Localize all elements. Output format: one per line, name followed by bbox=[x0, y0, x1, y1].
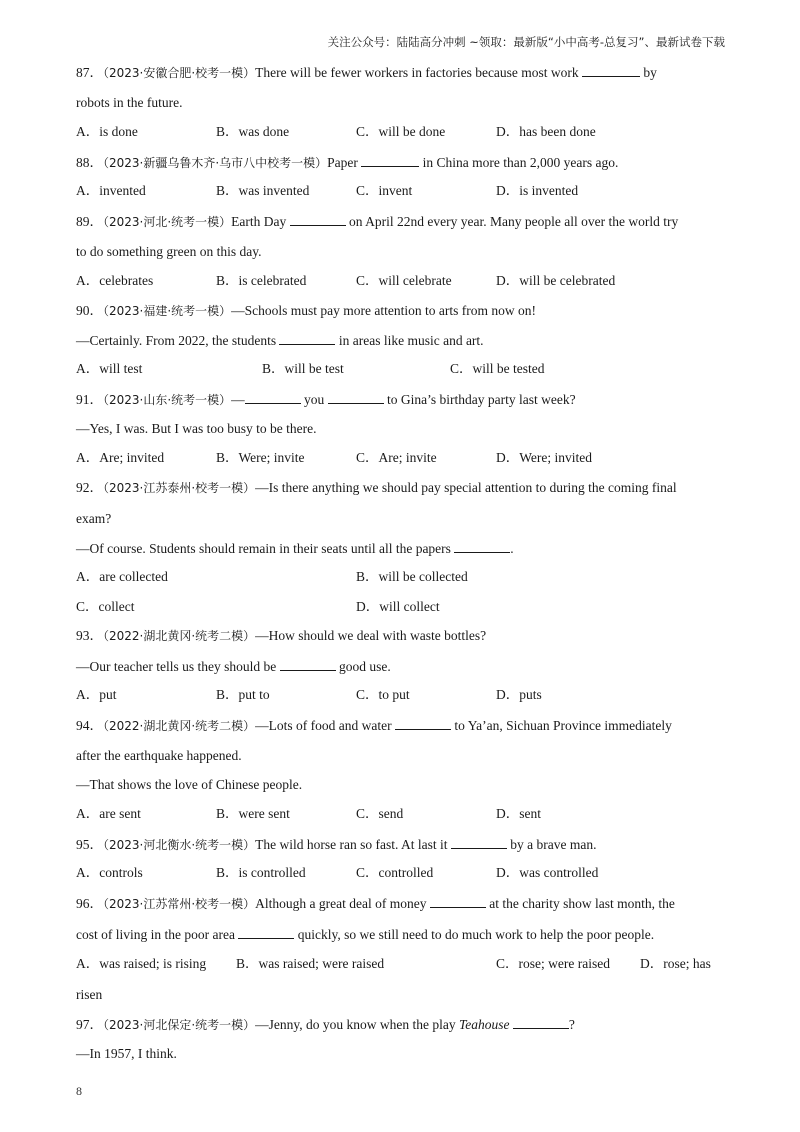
question-source: （2023·河北保定·统考一模） bbox=[103, 1018, 256, 1032]
option-b[interactable]: B．will be collected bbox=[356, 569, 468, 584]
question-source: （2022·湖北黄冈·统考二模） bbox=[103, 719, 256, 733]
option-d[interactable]: D．puts bbox=[496, 687, 542, 702]
option-a[interactable]: A．are sent bbox=[76, 806, 141, 821]
answer-blank[interactable] bbox=[238, 926, 294, 939]
question-95: 95．（2023·河北衡水·统考一模）The wild horse ran so fast. At last it by a brave man. bbox=[76, 837, 597, 852]
option-d[interactable]: D．will collect bbox=[356, 599, 440, 614]
option-a[interactable]: A．is done bbox=[76, 124, 138, 139]
option-d-wrap: risen bbox=[76, 987, 103, 1002]
question-97: 97．（2023·河北保定·统考一模）—Jenny, do you know when the play Teahouse ? bbox=[76, 1017, 575, 1032]
question-87: 87．（2023·安徽合肥·校考一模）There will be fewer workers in factories because most work by bbox=[76, 65, 657, 80]
option-a[interactable]: A．put bbox=[76, 687, 117, 702]
option-b[interactable]: B．put to bbox=[216, 687, 270, 702]
question-88: 88．（2023·新疆乌鲁木齐·乌市八中校考一模）Paper in China more than 2,000 years ago. bbox=[76, 155, 619, 170]
page-number: 8 bbox=[76, 1084, 82, 1098]
option-b[interactable]: B．was raised; were raised bbox=[236, 956, 385, 971]
question-87-cont: robots in the future. bbox=[76, 95, 183, 110]
question-source: （2023·山东·统考一模） bbox=[103, 393, 232, 407]
question-91-line2: —Yes, I was. But I was too busy to be there. bbox=[76, 421, 317, 436]
option-c[interactable]: C．will be tested bbox=[450, 361, 545, 376]
question-94-cont: after the earthquake happened. bbox=[76, 748, 242, 763]
option-c[interactable]: C．controlled bbox=[356, 865, 434, 880]
option-b[interactable]: B．will be test bbox=[262, 361, 344, 376]
question-96: 96．（2023·江苏常州·校考一模）Although a great deal of money at the charity show last month, the bbox=[76, 896, 675, 911]
answer-blank[interactable] bbox=[328, 391, 384, 404]
option-d[interactable]: D．Were; invited bbox=[496, 450, 593, 465]
question-source: （2023·江苏常州·校考一模） bbox=[103, 897, 256, 911]
question-91: 91．（2023·山东·统考一模）— you to Gina’s birthday party last week? bbox=[76, 392, 576, 407]
question-source: （2023·新疆乌鲁木齐·乌市八中校考一模） bbox=[103, 156, 328, 170]
question-source: （2023·福建·统考一模） bbox=[103, 304, 232, 318]
question-94-line2: —That shows the love of Chinese people. bbox=[76, 777, 303, 792]
question-93-line2: —Our teacher tells us they should be good use. bbox=[76, 659, 391, 674]
option-b[interactable]: B．was done bbox=[216, 124, 290, 139]
option-c[interactable]: C．invent bbox=[356, 183, 413, 198]
question-93: 93．（2022·湖北黄冈·统考二模）—How should we deal with waste bottles? bbox=[76, 628, 487, 643]
option-a[interactable]: A．controls bbox=[76, 865, 143, 880]
question-90-line2: —Certainly. From 2022, the students in areas like music and art. bbox=[76, 333, 484, 348]
option-d[interactable]: D．sent bbox=[496, 806, 541, 821]
option-c[interactable]: C．to put bbox=[356, 687, 410, 702]
option-c[interactable]: C．will celebrate bbox=[356, 273, 452, 288]
question-94: 94．（2022·湖北黄冈·统考二模）—Lots of food and water to Ya’an, Sichuan Province immediately bbox=[76, 718, 672, 733]
answer-blank[interactable] bbox=[280, 658, 336, 671]
option-b[interactable]: B．is controlled bbox=[216, 865, 306, 880]
option-d[interactable]: D．has been done bbox=[496, 124, 596, 139]
option-b[interactable]: B．Were; invite bbox=[216, 450, 305, 465]
option-c[interactable]: C．will be done bbox=[356, 124, 446, 139]
option-d[interactable]: D．rose; has bbox=[640, 956, 711, 971]
option-a[interactable]: A．are collected bbox=[76, 569, 168, 584]
question-92-cont: exam? bbox=[76, 511, 112, 526]
question-89: 89．（2023·河北·统考一模）Earth Day on April 22nd every year. Many people all over the world try bbox=[76, 214, 679, 229]
question-source: （2023·江苏泰州·校考一模） bbox=[103, 481, 256, 495]
option-a[interactable]: A．celebrates bbox=[76, 273, 154, 288]
question-source: （2023·河北衡水·统考一模） bbox=[103, 838, 256, 852]
question-92-line2: —Of course. Students should remain in their seats until all the papers . bbox=[76, 541, 514, 556]
answer-blank[interactable] bbox=[361, 154, 419, 167]
option-a[interactable]: A．Are; invited bbox=[76, 450, 165, 465]
question-90: 90．（2023·福建·统考一模）—Schools must pay more attention to arts from now on! bbox=[76, 303, 537, 318]
page-header: 关注公众号：陆陆高分冲刺 ~领取：最新版“小中高考-总复习”、最新试卷下载 bbox=[327, 35, 725, 49]
answer-blank[interactable] bbox=[582, 64, 640, 77]
option-a[interactable]: A．invented bbox=[76, 183, 146, 198]
question-source: （2022·湖北黄冈·统考二模） bbox=[103, 629, 256, 643]
option-a[interactable]: A．will test bbox=[76, 361, 143, 376]
option-d[interactable]: D．is invented bbox=[496, 183, 579, 198]
question-source: （2023·安徽合肥·校考一模） bbox=[103, 66, 256, 80]
answer-blank[interactable] bbox=[245, 391, 301, 404]
option-a[interactable]: A．was raised; is rising bbox=[76, 956, 207, 971]
question-96-cont: cost of living in the poor area quickly, so we still need to do much work to help the poor people. bbox=[76, 927, 655, 942]
answer-blank[interactable] bbox=[430, 895, 486, 908]
question-92: 92．（2023·江苏泰州·校考一模）—Is there anything we should pay special attention to during the coming final bbox=[76, 480, 677, 495]
option-b[interactable]: B．was invented bbox=[216, 183, 310, 198]
answer-blank[interactable] bbox=[454, 540, 510, 553]
option-d[interactable]: D．will be celebrated bbox=[496, 273, 616, 288]
answer-blank[interactable] bbox=[290, 213, 346, 226]
option-c[interactable]: C．Are; invite bbox=[356, 450, 437, 465]
question-89-cont: to do something green on this day. bbox=[76, 244, 262, 259]
play-title: Teahouse bbox=[459, 1017, 510, 1032]
option-c[interactable]: C．collect bbox=[76, 599, 135, 614]
question-97-line2: —In 1957, I think. bbox=[76, 1046, 177, 1061]
option-b[interactable]: B．is celebrated bbox=[216, 273, 307, 288]
answer-blank[interactable] bbox=[279, 332, 335, 345]
option-c[interactable]: C．rose; were raised bbox=[496, 956, 610, 971]
question-source: （2023·河北·统考一模） bbox=[103, 215, 232, 229]
answer-blank[interactable] bbox=[451, 836, 507, 849]
option-b[interactable]: B．were sent bbox=[216, 806, 290, 821]
answer-blank[interactable] bbox=[395, 717, 451, 730]
answer-blank[interactable] bbox=[513, 1016, 569, 1029]
option-d[interactable]: D．was controlled bbox=[496, 865, 599, 880]
option-c[interactable]: C．send bbox=[356, 806, 404, 821]
